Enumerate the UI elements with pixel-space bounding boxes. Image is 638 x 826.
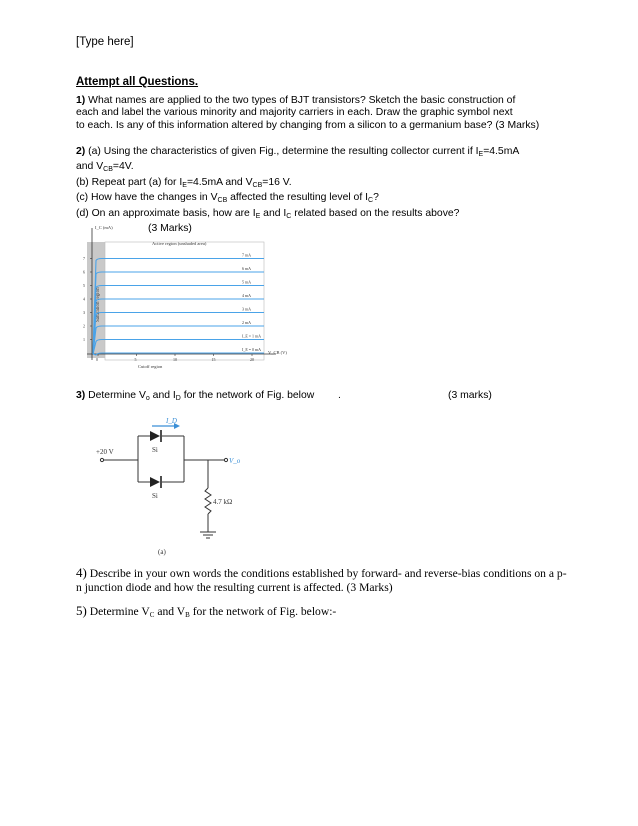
curve-label-5: 5 mA: [242, 279, 251, 285]
y-tick-label-4: 4: [83, 296, 85, 302]
cutoff-region-label: Cutoff region: [138, 364, 163, 369]
q2-line-a2: and $V_{CB}=4V$.: [76, 161, 134, 174]
y-tick-label-2: 2: [83, 323, 85, 329]
q1-line-3: to each. Is any of this information altered by changing from a silicon to a germanium base? (3 Marks): [76, 119, 540, 131]
curve-label-6: 6 mA: [242, 266, 251, 271]
q2-line-c: (c) How have the changes in $V_{CB}$ affected the resulting level of $I_C$?: [76, 192, 379, 205]
resistor-zigzag: [205, 488, 211, 514]
active-region-label: Active region (unshaded area): [152, 241, 207, 246]
output-terminal: [224, 458, 227, 461]
q3-marks: (3 marks): [448, 390, 492, 401]
curve-label-7: 7 mA: [242, 252, 251, 258]
source-label: +20 V: [96, 448, 114, 456]
diode-circuit-diagram: [88, 418, 258, 558]
current-label: I_D: [166, 418, 177, 425]
y-tick-label-3: 3: [83, 310, 85, 315]
q2-line-d: (d) On an approximate basis, how are $I_E$ and $I_C$ related based on the results above?: [76, 207, 460, 220]
diode-2-label: Si: [152, 492, 158, 500]
curve-1: [93, 340, 264, 355]
q3-number: 3): [76, 390, 86, 401]
y-tick-label-5: 5: [83, 283, 85, 288]
q4-line-1: 4) Describe in your own words the conditions established by forward- and reverse-bias conditions on a p-: [76, 565, 567, 580]
q2-marks: (3 Marks): [148, 223, 192, 235]
y-tick-label-1: 1: [83, 337, 85, 342]
q2-number: 2): [76, 146, 86, 157]
curve-label-4: 4 mA: [242, 293, 251, 298]
y-axis-label: I_C (mA): [95, 225, 113, 230]
question-4: [76, 566, 596, 595]
resistor-label: 4.7 kΩ: [213, 498, 233, 506]
q4-line-2: n junction diode and how the resulting current is affected. (3 Marks): [76, 581, 393, 594]
q4-number: 4): [76, 565, 87, 580]
x-tick-label-20: 20: [250, 357, 254, 362]
x-tick-label-10: 10: [173, 357, 177, 362]
q3-dot: .: [338, 390, 341, 401]
diode-1-label: Si: [152, 446, 158, 454]
x-tick-label-15: 15: [211, 357, 216, 362]
circuit-caption: (a): [158, 548, 166, 556]
source-terminal: [100, 458, 103, 461]
x-axis-label: V_CB (V): [268, 350, 287, 355]
output-label: V_o: [229, 457, 241, 465]
q1-line-2: each and label the various minority and majority carriers in each. Draw the graphic symbol next: [76, 107, 513, 119]
q2-line-b: (b) Repeat part (a) for $I_E=4.5mA$ and $V_{CB}=16$ V.: [76, 176, 292, 189]
curve-5: [93, 286, 264, 355]
page-title: Attempt all Questions.: [76, 76, 199, 88]
curve-3: [93, 313, 264, 355]
y-tick-label-7: 7: [83, 256, 85, 261]
x-tick-label-0: 0: [96, 357, 98, 362]
curve-label-1: I_E = 1 mA: [242, 333, 262, 339]
q1-line-1: 1) What names are applied to the two types of BJT transistors? Sketch the basic construction of: [76, 95, 516, 106]
question-1: [76, 95, 576, 132]
diode-1-triangle: [150, 431, 160, 441]
x-tick-label-5: 5: [134, 357, 137, 362]
q5-number: 5): [76, 603, 87, 618]
curve-label-3: 3 mA: [242, 306, 251, 312]
y-tick-label-6: 6: [83, 269, 85, 275]
bjt-characteristics-chart: [76, 218, 296, 370]
curve-label-0: I_E = 0 mA: [242, 347, 262, 352]
curve-label-2: 2 mA: [242, 320, 251, 325]
page-header: [Type here]: [76, 36, 134, 48]
saturation-region-label: Saturation region: [96, 287, 101, 322]
active-region-box: [105, 242, 264, 360]
diode-2-triangle: [150, 477, 160, 487]
question-3: 3) Determine $V_o$ and $I_D$ for the network of Fig. below . (3 marks): [76, 390, 492, 402]
question-5: 5) Determine $V_C$ and $V_B$ for the network of Fig. below:-: [76, 603, 337, 619]
q1-number: 1): [76, 95, 86, 106]
q2-line-a: 2) (a) Using the characteristics of given Fig., determine the resulting collector current if $I_E=4.5mA$: [76, 146, 520, 158]
